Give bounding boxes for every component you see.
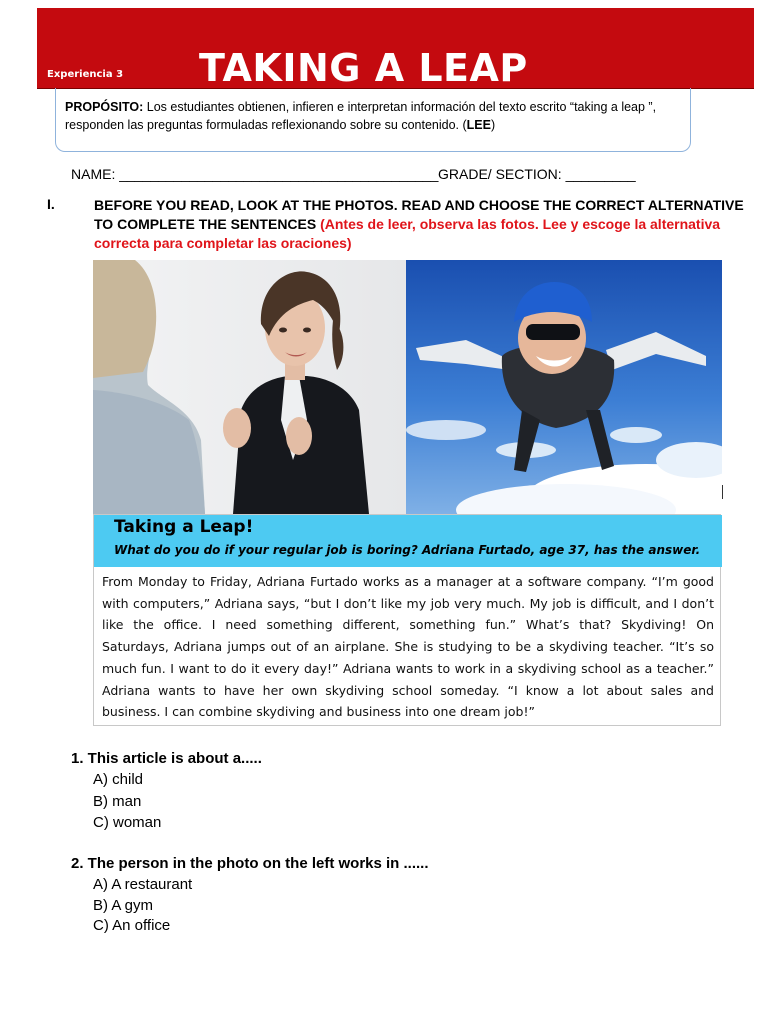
question-2-option-c[interactable]: C) An office (93, 917, 171, 934)
title-banner (37, 8, 754, 89)
question-2-option-a[interactable]: A) A restaurant (93, 876, 193, 893)
question-1: 1. This article is about a..... (71, 750, 262, 767)
instruction-english: BEFORE YOU READ, LOOK AT THE PHOTOS. READ AND CHOOSE THE CORRECT ALTERNATIVE TO COMPLETE THE SENTENCES (94, 197, 744, 232)
skydiving-photo (406, 260, 722, 514)
page-title: TAKING A LEAP (199, 46, 528, 90)
office-scene-illustration (93, 260, 406, 514)
section-number: I. (47, 196, 55, 212)
purpose-text: Los estudiantes obtienen, infieren e interpretan información del texto escrito “taking a leap ”, responden las preguntas formuladas reflexionando sobre su contenido. ( (65, 100, 657, 132)
question-1-option-b[interactable]: B) man (93, 793, 142, 810)
purpose-lee: LEE (466, 118, 491, 132)
photos-strip (93, 260, 722, 514)
article-title: Taking a Leap! (114, 517, 254, 537)
purpose-label: PROPÓSITO: (65, 100, 144, 114)
question-1-option-c[interactable]: C) woman (93, 814, 162, 831)
article-body: From Monday to Friday, Adriana Furtado works as a manager at a software company. “I’m good with computers,” Adriana says, “but I don’t like my job very much. My job is difficult, and I don’t like the office. I need something different, something fun.” What’s that? Skydiving! On Saturdays, Adriana jumps out of an airplane. She is studying to be a skydiving teacher. “It’s so much fun. I want to do it every day!” Adriana wants to work in a skydiving school as a teacher.” Adriana wants to have her own skydiving school someday. “I know a lot about sales and business. I can combine skydiving and business into one dream job!” (102, 574, 714, 720)
question-1-option-a[interactable]: A) child (93, 771, 144, 788)
article-header (94, 515, 722, 567)
experience-label: Experiencia 3 (47, 69, 124, 80)
grade-section-field[interactable]: GRADE/ SECTION: _________ (438, 166, 636, 182)
skydiver-illustration (406, 260, 722, 514)
question-2-option-b[interactable]: B) A gym (93, 897, 154, 914)
article-box (93, 514, 721, 726)
purpose-box (55, 88, 691, 152)
office-photo (93, 260, 406, 514)
instruction-spanish: (Antes de leer, observa las fotos. Lee y escoge la alternativa correcta para completar las oraciones) (94, 216, 721, 251)
question-2: 2. The person in the photo on the left works in ...... (71, 855, 429, 872)
article-subtitle: What do you do if your regular job is boring? Adriana Furtado, age 37, has the answer. (114, 543, 701, 557)
section-instruction (94, 196, 744, 253)
purpose-close: ) (490, 118, 496, 132)
photo-edge-mark (722, 485, 723, 499)
name-field[interactable]: NAME: _________________________________________ (71, 166, 439, 182)
